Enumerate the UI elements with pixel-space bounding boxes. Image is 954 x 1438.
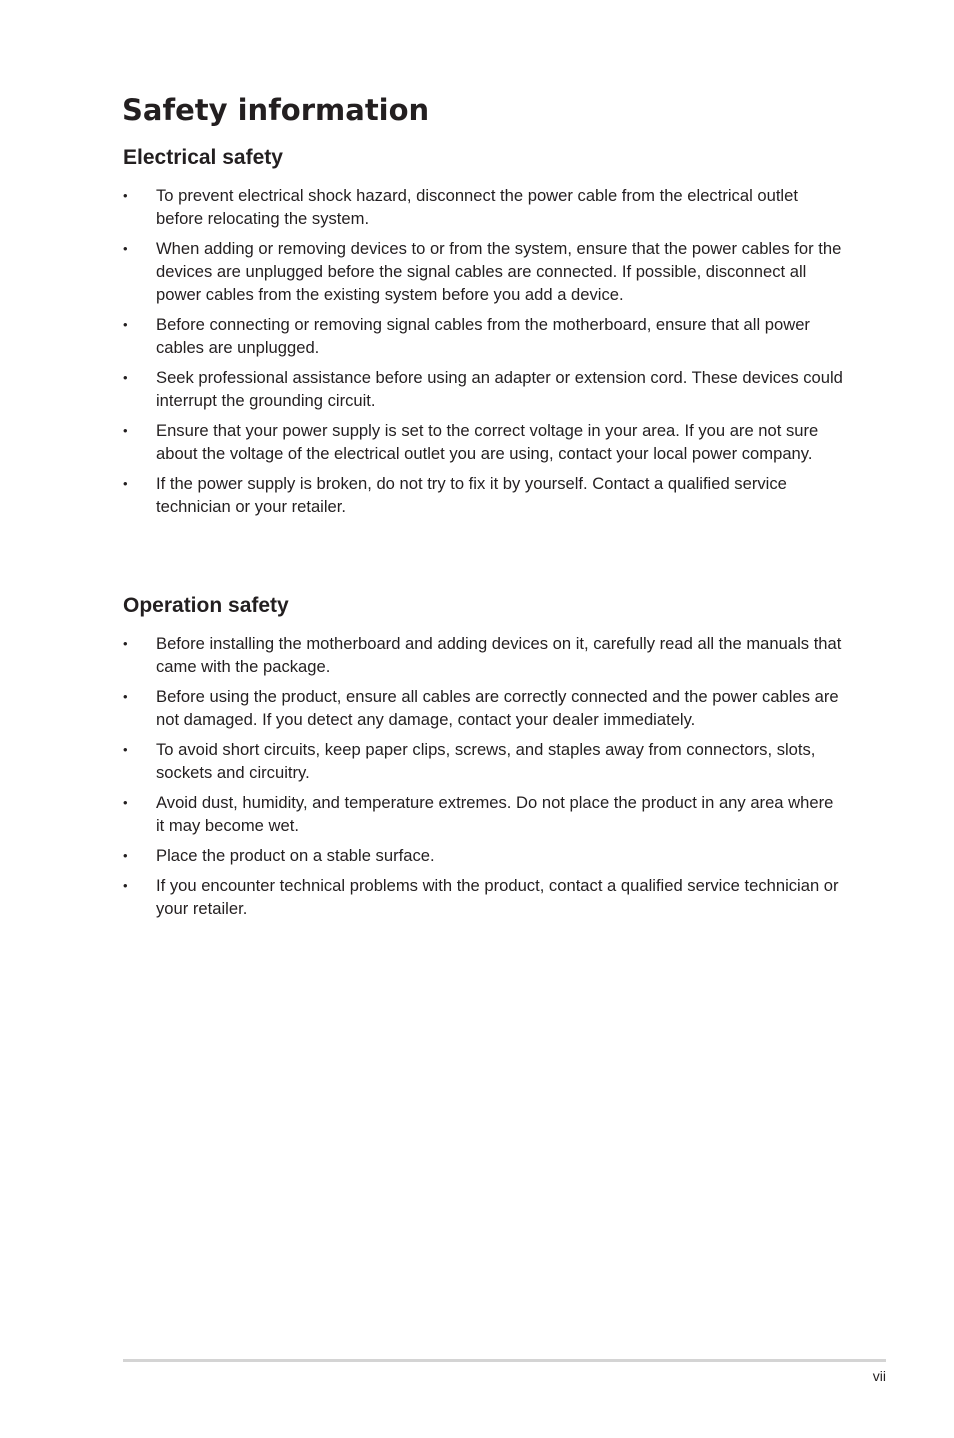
bullet-icon: • — [123, 742, 128, 757]
list-item-text: If the power supply is broken, do not try to fix it by yourself. Contact a qualified service technician or your retailer. — [156, 474, 787, 516]
operation-safety-list — [123, 632, 843, 920]
bullet-icon: • — [123, 241, 128, 256]
bullet-icon: • — [123, 795, 128, 810]
electrical-safety-list — [123, 184, 843, 518]
page-title: Safety information — [122, 93, 430, 127]
list-item-text: To avoid short circuits, keep paper clips, screws, and staples away from connectors, slots, sockets and circuitry. — [156, 740, 816, 782]
list-item-text: Before using the product, ensure all cables are correctly connected and the power cables are not damaged. If you detect any damage, contact your dealer immediately. — [156, 687, 839, 729]
list-item — [123, 685, 843, 731]
bullet-icon: • — [123, 476, 128, 491]
operation-safety-heading: Operation safety — [123, 594, 289, 617]
list-item-text: Seek professional assistance before using an adapter or extension cord. These devices could interrupt the grounding circuit. — [156, 368, 843, 410]
list-item — [123, 874, 843, 920]
list-item — [123, 313, 843, 359]
list-item — [123, 237, 843, 306]
list-item-text: Before installing the motherboard and adding devices on it, carefully read all the manuals that came with the package. — [156, 634, 842, 676]
bullet-icon: • — [123, 317, 128, 332]
list-item-text: If you encounter technical problems with the product, contact a qualified service technician or your retailer. — [156, 876, 839, 918]
list-item-text: Ensure that your power supply is set to the correct voltage in your area. If you are not sure about the voltage of the electrical outlet you are using, contact your local power company. — [156, 421, 819, 463]
list-item-text: To prevent electrical shock hazard, disconnect the power cable from the electrical outlet before relocating the system. — [156, 186, 798, 228]
list-item — [123, 632, 843, 678]
bullet-icon: • — [123, 636, 128, 651]
page-number: vii — [872, 1368, 886, 1384]
list-item — [123, 738, 843, 784]
electrical-safety-heading: Electrical safety — [123, 146, 283, 169]
list-item-text: Avoid dust, humidity, and temperature extremes. Do not place the product in any area where it may become wet. — [156, 793, 834, 835]
list-item — [123, 184, 843, 230]
list-item — [123, 472, 843, 518]
list-item — [123, 791, 843, 837]
bullet-icon: • — [123, 878, 128, 893]
list-item — [123, 366, 843, 412]
bullet-icon: • — [123, 689, 128, 704]
operation-safety-section — [123, 592, 843, 927]
bullet-icon: • — [123, 370, 128, 385]
footer-divider — [123, 1359, 886, 1362]
list-item — [123, 419, 843, 465]
list-item-text: When adding or removing devices to or from the system, ensure that the power cables for the devices are unplugged before the signal cables are connected. If possible, disconnect all power cables from the existing system before you add a device. — [156, 239, 842, 304]
bullet-icon: • — [123, 848, 128, 863]
list-item-text: Place the product on a stable surface. — [156, 846, 435, 865]
list-item-text: Before connecting or removing signal cables from the motherboard, ensure that all power cables are unplugged. — [156, 315, 810, 357]
electrical-safety-section — [123, 144, 843, 525]
bullet-icon: • — [123, 188, 128, 203]
bullet-icon: • — [123, 423, 128, 438]
list-item — [123, 844, 843, 867]
